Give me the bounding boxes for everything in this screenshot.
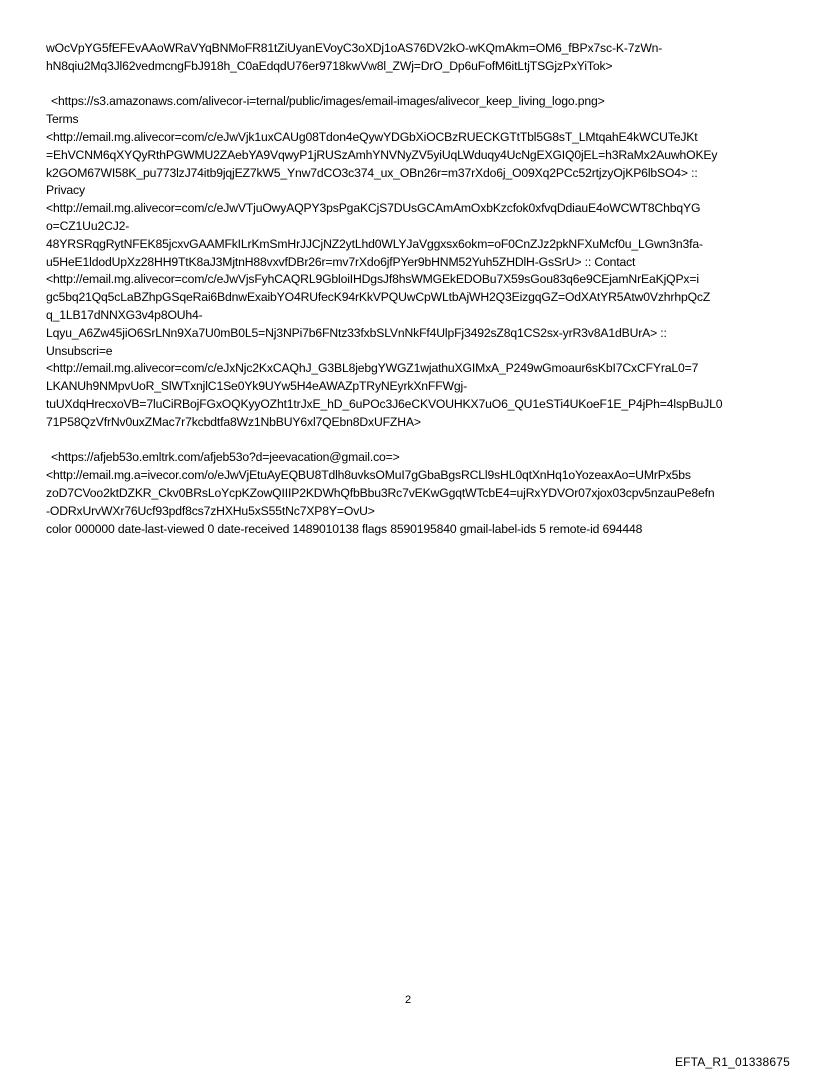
text-line: zoD7CVoo2ktDZKR_Ckv0BRsLoYcpKZowQIIIP2KDWhQfbBbu3Rc7vEKwGgqtWTcbE4=ujRxYDVOr07xjox03cpv5nzauPe8efn bbox=[46, 485, 715, 500]
text-line: o=CZ1Uu2CJ2- bbox=[46, 218, 130, 233]
text-block-3 bbox=[46, 449, 772, 538]
text-line: <https://s3.amazonaws.com/alivecor-i=ternal/public/images/email-images/alivecor_keep_living_logo.png> bbox=[51, 94, 605, 109]
page-number: 2 bbox=[404, 994, 412, 1006]
paragraph-gap bbox=[46, 432, 772, 450]
text-line: 71P58QzVfrNv0uxZMac7r7kcbdtfa8Wz1NbBUY6xl7QEbn8DxUFZHA> bbox=[46, 414, 421, 429]
text-line: u5HeE1ldodUpXz28HH9TtK8aJ3MjtnH88vxvfDBr26r=mv7rXdo6jfPYer9bHNM52Yuh5ZHDlH-GsSrU> :: Contact bbox=[46, 254, 636, 269]
text-line: 48YRSRqgRytNFEK85jcxvGAAMFkILrKmSmHrJJCjNZ2ytLhd0WLYJaVggxsx6okm=oF0CnZJz2pkNFXuMcf0u_LGwn3n3fa- bbox=[46, 236, 703, 251]
text-line: LKANUh9NMpvUoR_SlWTxnjlC1Se0Yk9UYw5H4eAWAZpTRyNEyrkXnFFWgj- bbox=[46, 379, 467, 394]
document-id: EFTA_R1_01338675 bbox=[674, 1055, 790, 1069]
text-line: Privacy bbox=[46, 183, 85, 198]
text-line: q_1LB17dNNXG3v4p8OUh4- bbox=[46, 307, 203, 322]
text-line: gc5bq21Qq5cLaBZhpGSqeRai6BdnwExaibYO4RUfecK94rKkVPQUwCpWLtbAjWH2Q3EizgqGZ=OdXAtYR5Atw0VzhrhpQcZ bbox=[46, 290, 711, 305]
text-line: wOcVpYG5fEFEvAAoWRaVYqBNMoFR81tZiUyanEVoyC3oXDj1oAS76DV2kO-wKQmAkm=OM6_fBPx7sc-K-7zWn- bbox=[46, 41, 663, 55]
text-block-1 bbox=[46, 40, 772, 76]
text-line: <http://email.mg.alivecor=com/c/eJwVTjuOwyAQPY3psPgaKCjS7DUsGCAmAmOxbKzcfok0xfvqDdiauE4oWCWT8ChbqYG bbox=[46, 201, 701, 216]
text-line: =EhVCNM6qXYQyRthPGWMU2ZAebYA9VqwyP1jRUSzAmhYNVNyZV5yiUqLWduqy4UcNgEXGIQ0jEL=h3RaMx2AuwhOKEy bbox=[46, 147, 718, 162]
text-line: Terms bbox=[46, 112, 79, 127]
text-line: Unsubscri=e bbox=[46, 343, 113, 358]
text-line: <http://email.mg.a=ivecor.com/o/eJwVjEtuAyEQBU8Tdlh8uvksOMuI7gGbaBgsRCLl9sHL0qtXnHq1oYozeaxAo=UMrPx5bs bbox=[46, 468, 691, 483]
text-line: <http://email.mg.alivecor=com/c/eJwVjk1uxCAUg08Tdon4eQywYDGbXiOCBzRUECKGTtTbl5G8sT_LMtqahE4kWCUTeJKt bbox=[46, 129, 698, 144]
text-line: <http://email.mg.alivecor=com/c/eJwVjsFyhCAQRL9GbloiIHDgsJf8hsWMGEkEDOBu7X59sGou83q6e9CEjamNrEaKjQPx=i bbox=[46, 272, 699, 287]
text-line: <https://afjeb53o.emltrk.com/afjeb53o?d=jeevacation@gmail.co=> bbox=[51, 450, 400, 465]
text-line: k2GOM67WI58K_pu773lzJ74itb9jqjEZ7kW5_Ynw7dCO3c374_ux_OBn26r=m37rXdo6j_O09Xq2PCc52rtjzyOjKP6lbSO4> :: bbox=[46, 165, 698, 180]
text-line: hN8qiu2Mq3Jl62vedmcngFbJ918h_C0aEdqdU76er9718kwVw8l_ZWj=DrO_Dp6uFofM6itLtjTSGjzPxYiTok> bbox=[46, 58, 613, 73]
text-line: tuUXdqHrecxoVB=7luCiRBojFGxOQKyyOZht1trJxE_hD_6uPOc3J6eCKVOUHKX7uO6_QU1eSTi4UKoeF1E_P4jPh=4lspBuJL0 bbox=[46, 396, 723, 411]
text-line: -ODRxUrvWXr76Ucf93pdf8cs7zHXHu5xS55tNc7XP8Y=OvU> bbox=[46, 503, 375, 518]
text-line: <http://email.mg.alivecor=com/c/eJxNjc2KxCAQhJ_G3BL8jebgYWGZ1wjathuXGIMxA_P249wGmoaur6sKbI7CxCFYraL0=7 bbox=[46, 361, 699, 376]
document-body bbox=[46, 40, 772, 538]
text-block-2 bbox=[46, 93, 772, 431]
metadata-line: color 000000 date-last-viewed 0 date-received 1489010138 flags 8590195840 gmail-label-ids 5 remote-id 694448 bbox=[46, 521, 643, 536]
text-line: Lqyu_A6Zw45jiO6SrLNn9Xa7U0mB0L5=Nj3NPi7b6FNtz33fxbSLVnNkFf4UlpFj3492sZ8q1CS2sx-yrR3v8A1dBUrA> :: bbox=[46, 325, 667, 340]
paragraph-gap bbox=[46, 76, 772, 94]
